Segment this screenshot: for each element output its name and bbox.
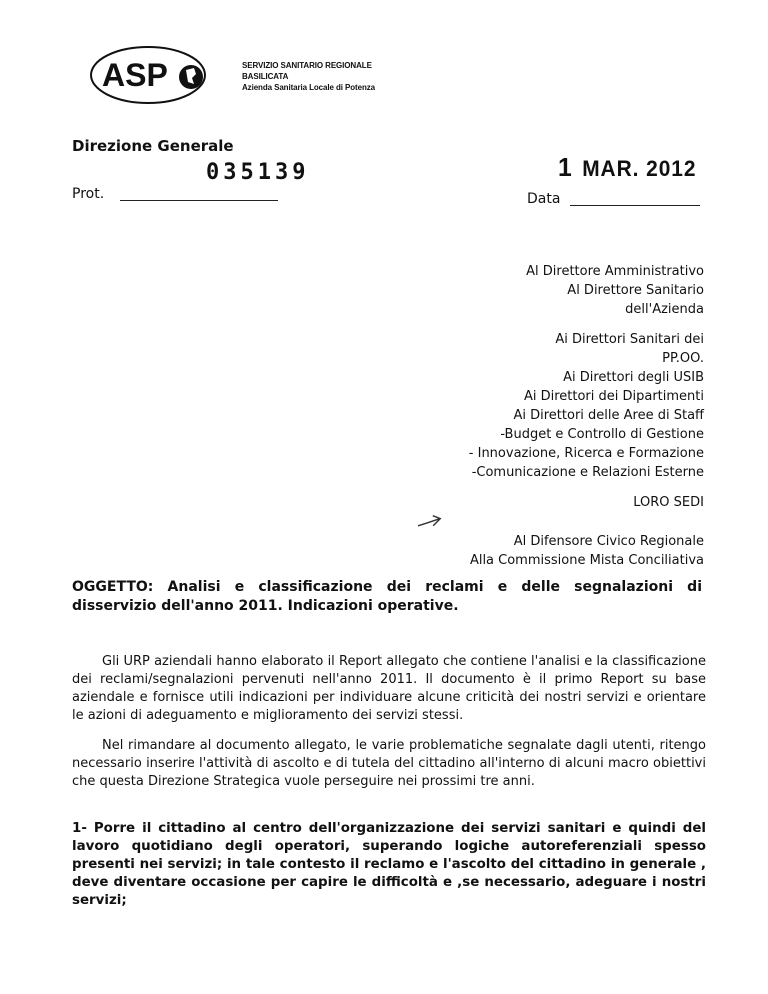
paragraph-1-text: Gli URP aziendali hanno elaborato il Report allegato che contiene l'analisi e la classificazione dei reclami/segnalazioni pervenuti nell'anno 2011. Il documento è il primo Report su base aziendale e fornisce utili indicazioni per individuare alcune criticità dei nostri servizi e orientare le azioni di adeguamento e miglioramento dei servizi stessi. [72, 654, 706, 723]
recipient: PP.OO. [662, 351, 704, 366]
logo-text: ASP [102, 57, 168, 93]
paragraph-2-text: Nel rimandare al documento allegato, le varie problematiche segnalate dagli utenti, ritengo necessario inserire l'attività di ascolto e di tutela del cittadino all'interno di alcuni macro obiettivi che questa Direzione Strategica vuole perseguire nei prossimi tre anni. [72, 738, 706, 789]
recipient: Al Direttore Sanitario [567, 283, 704, 298]
data-underline [570, 205, 700, 206]
recipient: Ai Direttori delle Aree di Staff [513, 408, 704, 423]
handwritten-arrow-icon [414, 510, 447, 539]
org-line-1: SERVIZIO SANITARIO REGIONALE [242, 61, 372, 70]
recipient: -Budget e Controllo di Gestione [500, 427, 704, 442]
subject-heading: OGGETTO: Analisi e classificazione dei reclami e delle segnalazioni di disservizio dell'anno 2011. Indicazioni operative. [72, 579, 702, 614]
prot-underline [120, 200, 278, 201]
protocol-number: 035139 [206, 160, 310, 185]
loro-sedi: LORO SEDI [633, 495, 704, 510]
data-label: Data [527, 191, 561, 207]
date-stamp [558, 152, 696, 183]
recipient: Ai Direttori dei Dipartimenti [523, 389, 704, 404]
org-header [242, 60, 375, 93]
paragraph-1 [72, 653, 706, 725]
stamp-day: 1 [558, 152, 573, 182]
prot-label: Prot. [72, 186, 105, 202]
recipient: - Innovazione, Ricerca e Formazione [468, 446, 704, 461]
recipient: -Comunicazione e Relazioni Esterne [471, 465, 704, 480]
paragraph-3: 1- Porre il cittadino al centro dell'organizzazione dei servizi sanitari e quindi del lavoro quotidiano degli operatori, superando logiche autoreferenziali spesso presenti nei servizi; in tale contesto il reclamo e l'ascolto del cittadino in generale , deve diventare occasione per capire le difficoltà e ,se necessario, adeguare i nostri servizi; [72, 821, 706, 908]
paragraph-2 [72, 737, 706, 791]
stamp-month-year: MAR. 2012 [582, 156, 697, 181]
recipient: Alla Commissione Mista Conciliativa [469, 553, 704, 568]
recipient: Ai Direttori degli USIB [563, 370, 704, 385]
recipient: Ai Direttori Sanitari dei [555, 332, 704, 347]
recipient: dell'Azienda [625, 302, 704, 317]
org-line-3: Azienda Sanitaria Locale di Potenza [242, 83, 375, 92]
org-line-2: BASILICATA [242, 72, 289, 81]
direzione-generale: Direzione Generale [72, 137, 234, 155]
recipient: Al Difensore Civico Regionale [513, 534, 704, 549]
recipient: Al Direttore Amministrativo [526, 264, 704, 279]
asp-logo [88, 44, 208, 106]
recipients-block [469, 262, 704, 570]
